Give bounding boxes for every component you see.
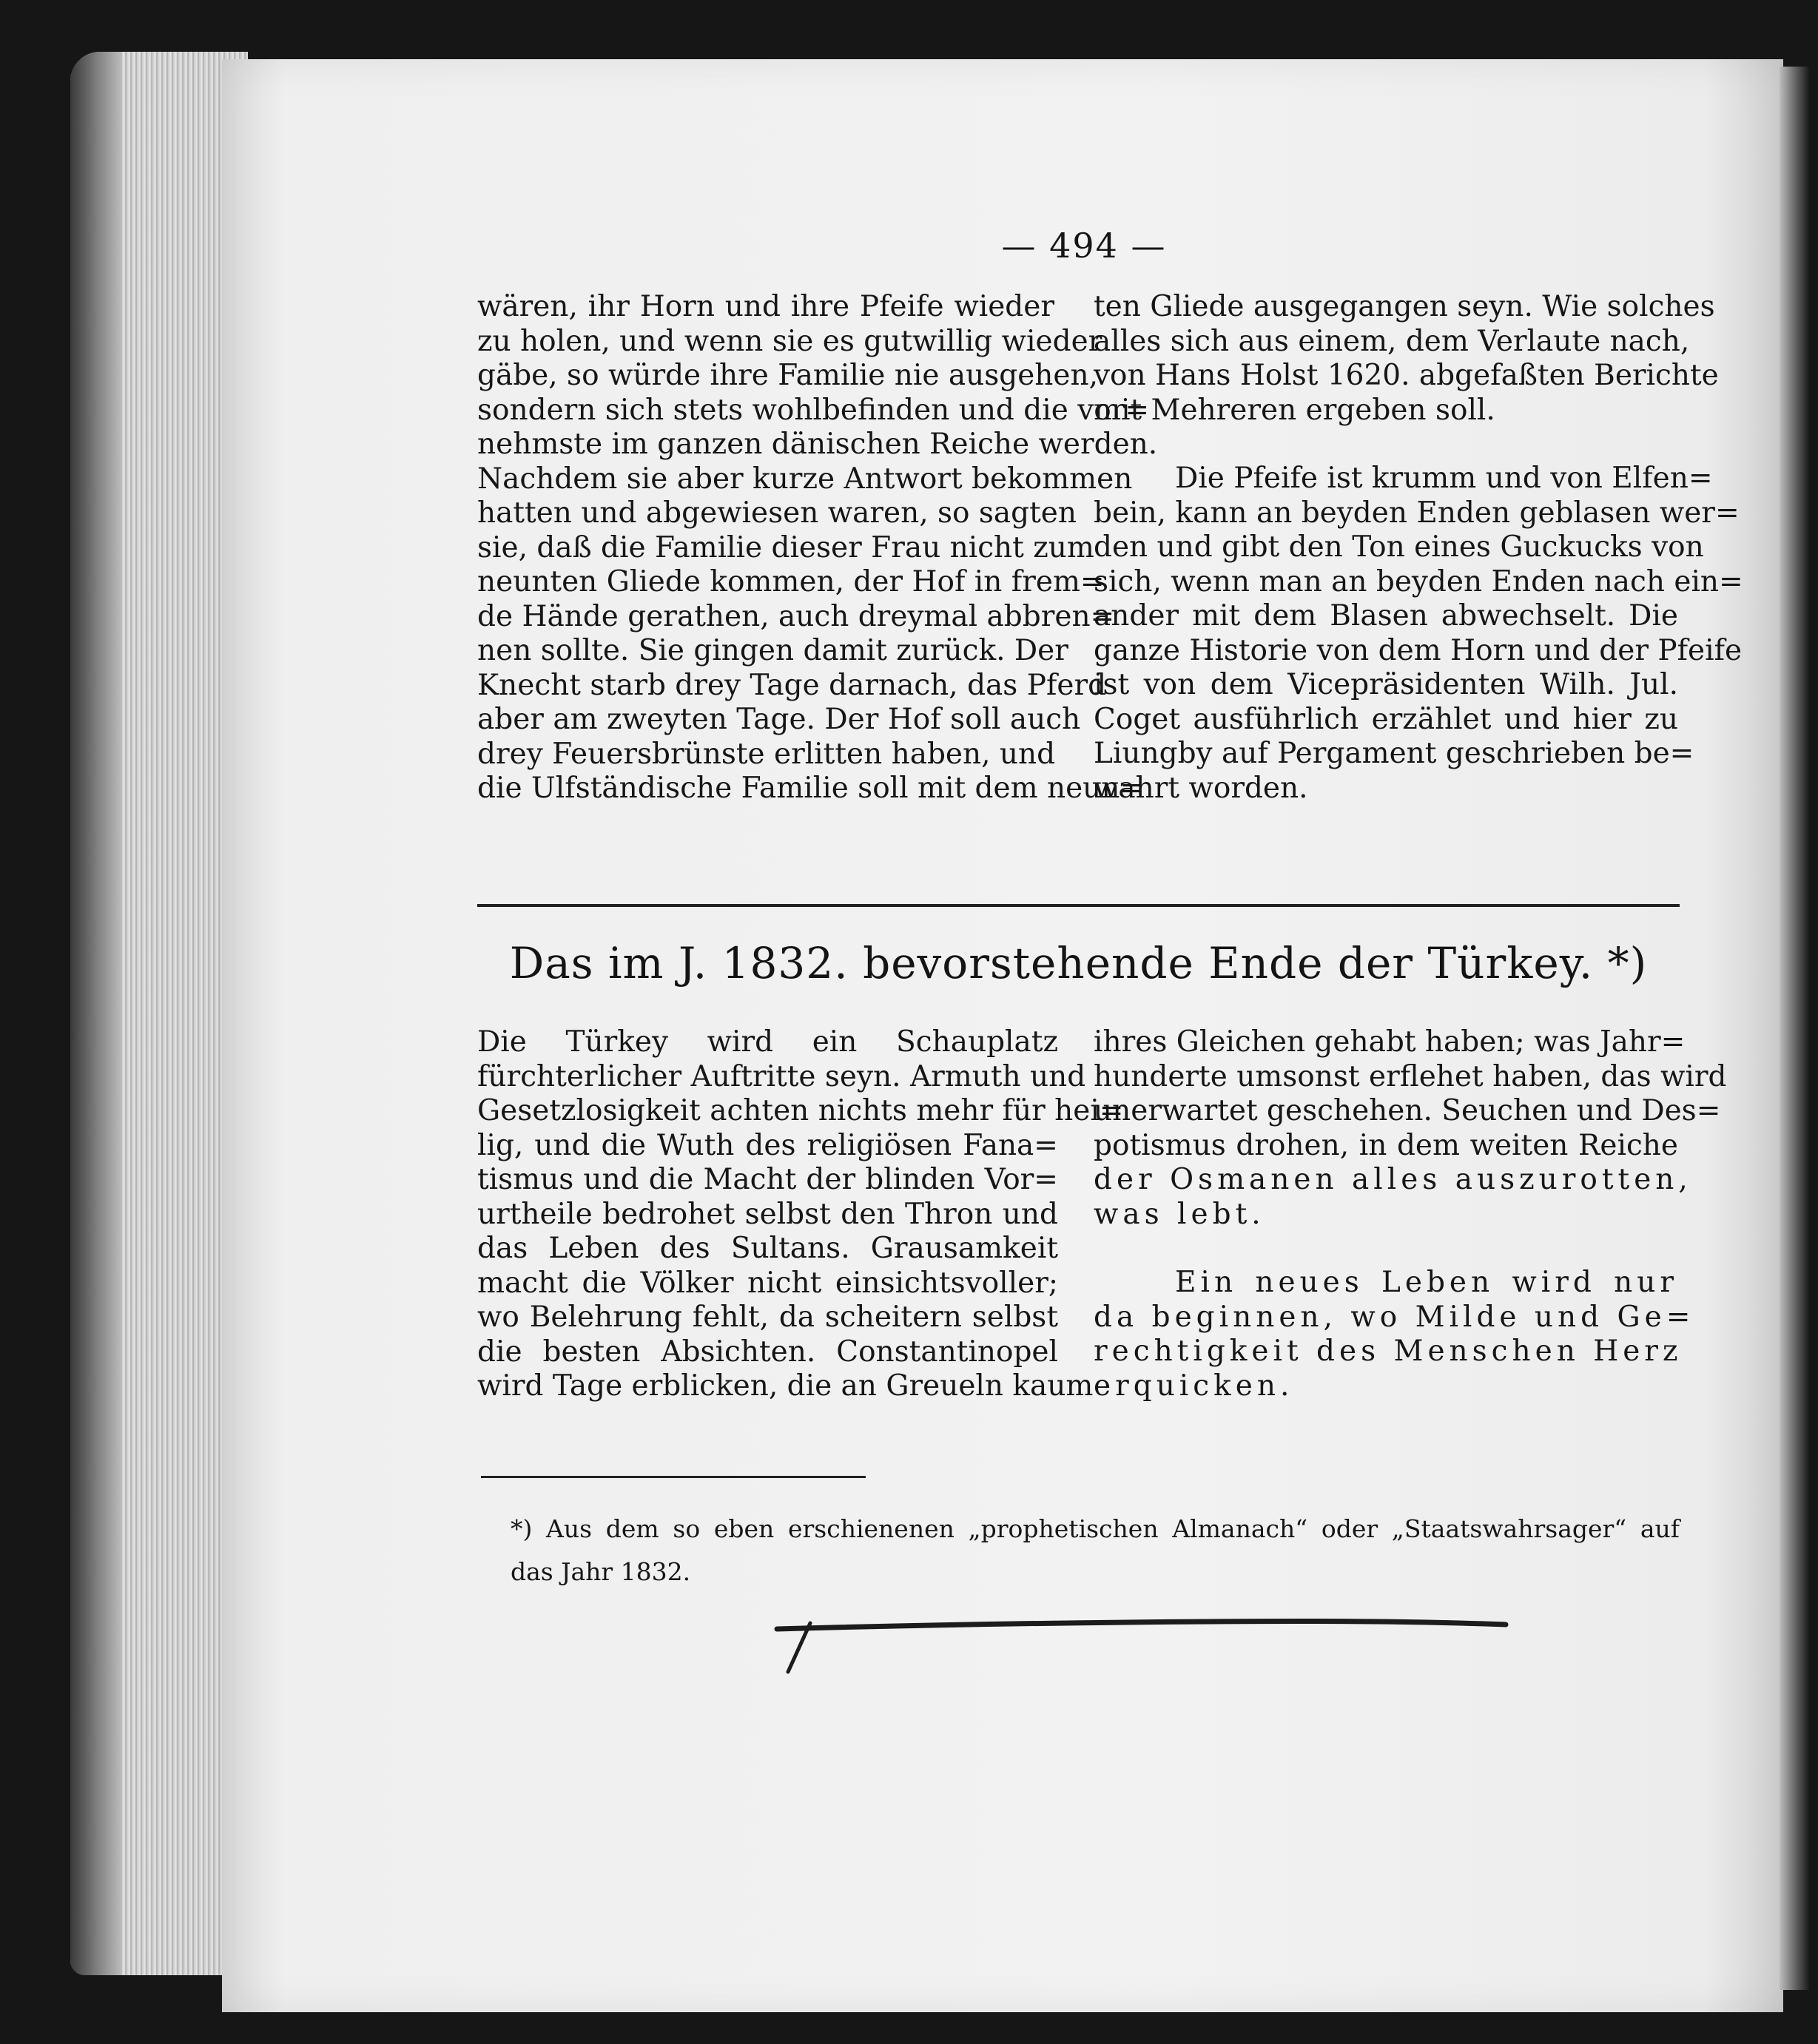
text-line: ander mit dem Blasen abwechselt. Die <box>1094 599 1678 633</box>
text-line: wären, ihr Horn und ihre Pfeife wieder <box>477 290 1054 323</box>
text-line: Liungby auf Pergament geschrieben be= <box>1094 737 1694 770</box>
bottom-right-column <box>1094 1025 1727 1403</box>
text-line: Die Türkey wird ein Schauplatz <box>477 1025 1058 1059</box>
text-line: unerwartet geschehen. Seuchen und Des= <box>1094 1094 1721 1127</box>
text-line: sie, daß die Familie dieser Frau nicht zum <box>477 530 1094 564</box>
text-line: hatten und abgewiesen waren, so sagten <box>477 496 1077 530</box>
text-line: der Osmanen alles auszurotten, <box>1094 1163 1692 1196</box>
text-line: sondern sich stets wohlbefinden und die vor= <box>477 393 1150 427</box>
text-line: von Hans Holst 1620. abgefaßten Berichte <box>1094 359 1719 392</box>
text-line: macht die Völker nicht einsichtsvoller; <box>477 1266 1058 1300</box>
footnote-divider <box>481 1476 866 1478</box>
text-line: ihres Gleichen gehabt haben; was Jahr= <box>1094 1025 1686 1059</box>
text-line: neunten Gliede kommen, der Hof in frem= <box>477 565 1105 598</box>
text-line: nehmste im ganzen dänischen Reiche werden. <box>477 428 1158 461</box>
text-line: mit Mehreren ergeben soll. <box>1094 393 1495 427</box>
section-divider <box>477 904 1680 907</box>
text-line: fürchterlicher Auftritte seyn. Armuth und <box>477 1059 1086 1093</box>
text-line: wo Belehrung fehlt, da scheitern selbst <box>477 1301 1058 1334</box>
text-line: wird Tage erblicken, die an Greueln kaum <box>477 1369 1094 1403</box>
top-right-column <box>1094 290 1743 806</box>
text-line: de Hände gerathen, auch dreymal abbren= <box>477 599 1115 633</box>
text-line: hunderte umsonst erflehet haben, das wird <box>1094 1059 1727 1093</box>
end-ornament-rule <box>766 1613 1517 1679</box>
text-line: das Leben des Sultans. Grausamkeit <box>477 1232 1058 1265</box>
text-line: lig, und die Wuth des religiösen Fana= <box>477 1128 1058 1162</box>
text-line: aber am zweyten Tage. Der Hof soll auch <box>477 703 1081 736</box>
bottom-left-column <box>477 1025 1124 1404</box>
text-line: ten Gliede ausgegangen seyn. Wie solches <box>1094 290 1715 323</box>
text-line: Knecht starb drey Tage darnach, das Pferd <box>477 668 1107 702</box>
footnote-line: *) Aus dem so eben erschienenen „prophetischen Almanach“ oder „Staatswahrsager“ auf <box>511 1514 1680 1543</box>
text-line: Ein neues Leben wird nur <box>1175 1266 1678 1299</box>
text-line: wahrt worden. <box>1094 771 1308 805</box>
text-line: die besten Absichten. Constantinopel <box>477 1335 1058 1369</box>
footnote-line: das Jahr 1832. <box>511 1557 691 1586</box>
text-line: drey Feuersbrünste erlitten haben, und <box>477 737 1056 771</box>
text-line: erquicken. <box>1094 1369 1294 1403</box>
text-line: alles sich aus einem, dem Verlaute nach, <box>1094 324 1690 358</box>
page-number: — 494 — <box>1001 226 1167 266</box>
footnote <box>511 1508 1680 1593</box>
text-line: bein, kann an beyden Enden geblasen wer= <box>1094 496 1740 530</box>
text-line: den und gibt den Ton eines Guckucks von <box>1094 530 1704 564</box>
text-line: Coget ausführlich erzählet und hier zu <box>1094 702 1678 736</box>
text-line: Nachdem sie aber kurze Antwort bekommen <box>477 462 1133 496</box>
text-line: potismus drohen, in dem weiten Reiche <box>1094 1128 1678 1162</box>
text-line: ist von dem Vicepräsidenten Wilh. Jul. <box>1094 668 1678 701</box>
text-line: Die Pfeife ist krumm und von Elfen= <box>1175 462 1713 495</box>
text-line: da beginnen, wo Milde und Ge= <box>1094 1300 1695 1334</box>
text-line: ganze Historie von dem Horn und der Pfeife <box>1094 633 1743 667</box>
text-line: rechtigkeit des Menschen Herz <box>1094 1335 1683 1368</box>
text-line: Gesetzlosigkeit achten nichts mehr für hei= <box>477 1094 1124 1127</box>
text-line: nen sollte. Sie gingen damit zurück. Der <box>477 634 1068 667</box>
right-page-edge <box>1780 67 1809 1990</box>
article-heading: Das im J. 1832. bevorstehende Ende der Türkey. *) <box>509 938 1648 988</box>
binding-shadow <box>70 52 122 1975</box>
text-line: tismus und die Macht der blinden Vor= <box>477 1163 1058 1196</box>
top-left-column <box>477 290 1158 806</box>
text-line: zu holen, und wenn sie es gutwillig wieder <box>477 324 1102 358</box>
text-line: die Ulfständische Familie soll mit dem neun= <box>477 772 1145 805</box>
text-line: was lebt. <box>1094 1197 1265 1231</box>
text-line: sich, wenn man an beyden Enden nach ein= <box>1094 564 1743 598</box>
text-line: urtheile bedrohet selbst den Thron und <box>477 1197 1058 1231</box>
text-line: gäbe, so würde ihre Familie nie ausgehen, <box>477 359 1098 392</box>
